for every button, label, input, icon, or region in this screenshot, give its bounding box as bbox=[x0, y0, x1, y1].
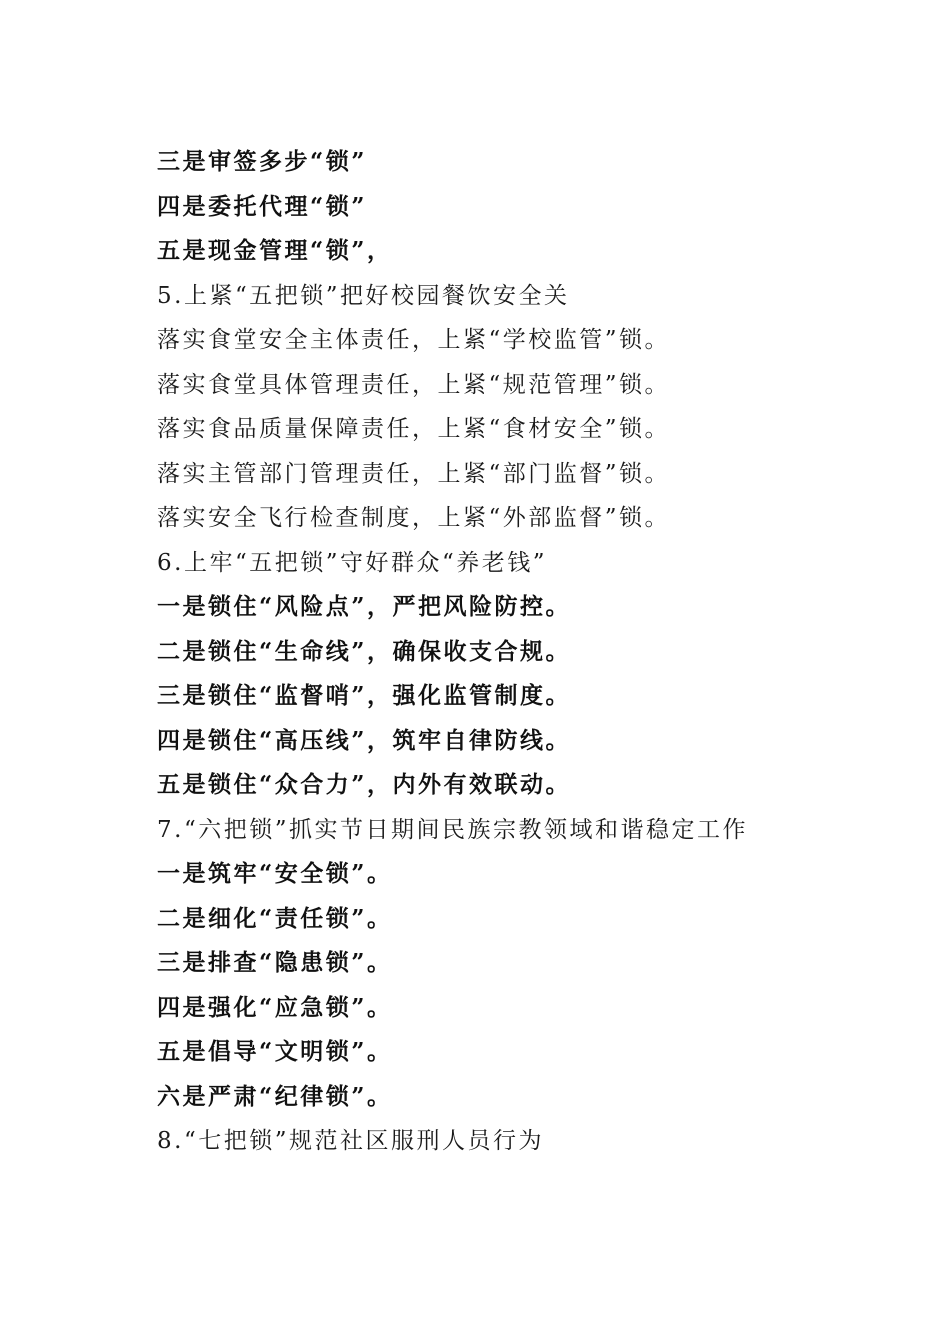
document-body bbox=[157, 140, 857, 1164]
text-line: 落实安全飞行检查制度，上紧“外部监督”锁。 bbox=[157, 505, 671, 531]
section-heading: 8.“七把锁”规范社区服刑人员行为 bbox=[157, 1128, 544, 1154]
text-line: 三是审签多步“锁” bbox=[157, 148, 367, 175]
text-line: 落实食品质量保障责任，上紧“食材安全”锁。 bbox=[157, 416, 671, 442]
text-line: 落实食堂安全主体责任，上紧“学校监管”锁。 bbox=[157, 327, 671, 353]
text-line: 落实食堂具体管理责任，上紧“规范管理”锁。 bbox=[157, 371, 671, 398]
section-heading: 7.“六把锁”抓实节日期间民族宗教领域和谐稳定工作 bbox=[157, 816, 748, 843]
text-line: 五是现金管理“锁”， bbox=[157, 237, 393, 264]
text-line: 四是委托代理“锁” bbox=[157, 192, 367, 220]
text-line: 一是筑牢“安全锁”。 bbox=[157, 860, 393, 887]
text-line: 三是排查“隐患锁”。 bbox=[157, 949, 393, 976]
text-line: 落实主管部门管理责任，上紧“部门监督”锁。 bbox=[157, 460, 671, 487]
section-heading: 6.上牢“五把锁”守好群众“养老钱” bbox=[157, 549, 547, 576]
section-heading: 5.上紧“五把锁”把好校园餐饮安全关 bbox=[157, 282, 570, 309]
text-line: 六是严肃“纪律锁”。 bbox=[157, 1082, 393, 1110]
text-line: 四是锁住“高压线”，筑牢自律防线。 bbox=[157, 726, 571, 754]
text-line: 五是锁住“众合力”，内外有效联动。 bbox=[157, 771, 571, 798]
text-line: 一是锁住“风险点”，严把风险防控。 bbox=[157, 593, 571, 620]
text-line: 五是倡导“文明锁”。 bbox=[157, 1038, 393, 1065]
text-line: 四是强化“应急锁”。 bbox=[157, 993, 393, 1021]
text-line: 三是锁住“监督哨”，强化监管制度。 bbox=[157, 682, 571, 709]
text-line: 二是细化“责任锁”。 bbox=[157, 904, 393, 932]
text-line: 二是锁住“生命线”，确保收支合规。 bbox=[157, 637, 571, 665]
